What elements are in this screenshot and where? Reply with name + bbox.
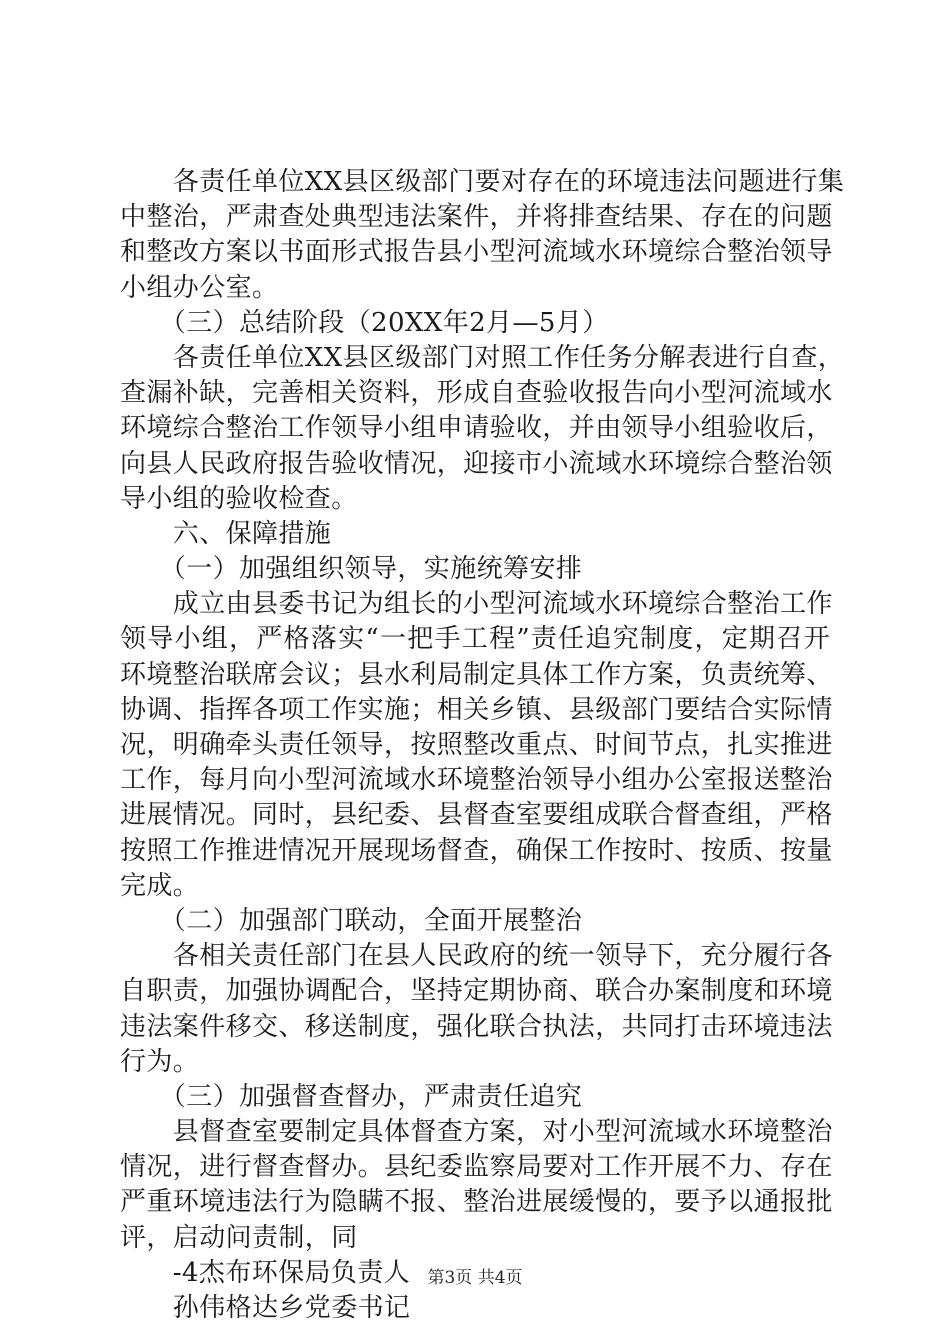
text-line: 环境综合整治工作领导小组申请验收，并由领导小组验收后，	[120, 413, 833, 444]
text-line: 中整治，严肃查处典型违法案件，并将排查结果、存在的问题	[120, 202, 833, 233]
page-footer: 第3页 共4页	[427, 1268, 523, 1288]
text-line: 行为。	[120, 1046, 200, 1077]
document-body	[120, 165, 845, 1326]
text-line: 自职责，加强协调配合，坚持定期协商、联合办案制度和环境	[120, 976, 833, 1007]
text-line: 向县人民政府报告验收情况，迎接市小流域水环境综合整治领	[120, 448, 833, 479]
text-line: 查漏补缺，完善相关资料，形成自查验收报告向小型河流域水	[120, 378, 833, 409]
text-line: 各相关责任部门在县人民政府的统一领导下，充分履行各	[120, 941, 833, 972]
text-line: 和整改方案以书面形式报告县小型河流域水环境综合整治领导	[120, 237, 833, 268]
text-line: 县督查室要制定具体督查方案，对小型河流域水环境整治	[120, 1117, 833, 1148]
text-line: 领导小组，严格落实“一把手工程”责任追究制度，定期召开	[120, 624, 830, 655]
text-line: 各责任单位XX县区级部门对照工作任务分解表进行自查，	[120, 342, 845, 373]
text-line: 违法案件移交、移送制度，强化联合执法，共同打击环境违法	[120, 1011, 833, 1042]
text-line: 评，启动问责制，同	[120, 1222, 358, 1253]
text-line: 按照工作推进情况开展现场督查，确保工作按时、按质、按量	[120, 835, 833, 866]
text-line: 导小组的验收检查。	[120, 483, 358, 514]
text-line: 完成。	[120, 870, 200, 901]
text-line: 环境整治联席会议；县水利局制定具体工作方案，负责统筹、	[120, 659, 833, 690]
text-line: （二）加强部门联动，全面开展整治	[120, 905, 583, 936]
text-line: 成立由县委书记为组长的小型河流域水环境综合整治工作	[120, 589, 833, 620]
text-line: 协调、指挥各项工作实施；相关乡镇、县级部门要结合实际情	[120, 694, 833, 725]
text-line: 工作，每月向小型河流域水环境整治领导小组办公室报送整治	[120, 765, 833, 796]
text-line: -4杰布环保局负责人	[120, 1257, 411, 1288]
text-line: 六、保障措施	[120, 518, 332, 549]
text-line: （三）总结阶段（20XX年2月—5月）	[120, 307, 609, 338]
text-line: 进展情况。同时，县纪委、县督查室要组成联合督查组，严格	[120, 800, 833, 831]
text-line: （一）加强组织领导，实施统筹安排	[120, 554, 583, 585]
text-line: 况，明确牵头责任领导，按照整改重点、时间节点，扎实推进	[120, 730, 833, 760]
text-line: 小组办公室。	[120, 272, 279, 303]
text-line: 严重环境违法行为隐瞒不报、整治进展缓慢的，要予以通报批	[120, 1187, 833, 1218]
text-line: （三）加强督查督办，严肃责任追究	[120, 1081, 583, 1112]
text-line: 孙伟格达乡党委书记	[120, 1293, 411, 1323]
text-line: 各责任单位XX县区级部门要对存在的环境违法问题进行集	[120, 167, 845, 197]
text-line: 情况，进行督查督办。县纪委监察局要对工作开展不力、存在	[120, 1152, 833, 1183]
